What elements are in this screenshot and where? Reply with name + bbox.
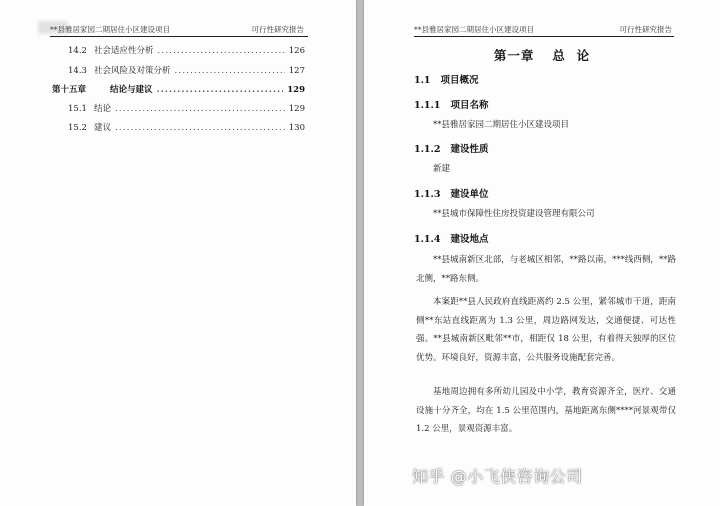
toc-entry[interactable] xyxy=(52,44,305,56)
surroundings-paragraph: 基地周边拥有多所幼儿园及中小学，教育资源齐全，医疗、交通设施十分齐全，均在 1.5 公里范围内，基地距离东侧****河景观带仅 1.2 公里，景观资源丰富。 xyxy=(416,387,676,434)
subsection-number: 1.1.4 xyxy=(414,234,441,245)
left-header-report-type: 可行性研究报告 xyxy=(251,25,304,34)
construction-unit-text: **县城市保障性住房投资建设管理有限公司 xyxy=(433,209,595,219)
subsection-title: 建设地点 xyxy=(450,234,489,245)
construction-nature-text: 新建 xyxy=(433,164,451,174)
toc-leader-dots xyxy=(175,66,285,76)
chapter-number: 第一章 xyxy=(493,48,535,63)
toc-entry[interactable] xyxy=(52,121,305,133)
toc-entry-title: 社会适应性分析 xyxy=(94,46,154,56)
toc-entry-number: 14.2 xyxy=(68,46,87,56)
toc-leader-dots xyxy=(115,104,285,114)
subsection-heading xyxy=(414,141,488,155)
toc-leader-dots xyxy=(157,85,284,95)
right-header-rule xyxy=(414,36,674,37)
subsection-title: 项目名称 xyxy=(450,100,489,111)
subsection-title: 建设性质 xyxy=(450,144,489,155)
distance-paragraph: 本案距**县人民政府直线距离约 2.5 公里，紧邻城市干道，距南侧**东站直线距离为 1.3 公里，周边路网发达，交通便捷、可达性强。**县城南新区毗邻**市，相距仅 18 公里，有着得天独厚的区位优势。环境良好，资源丰富，公共服务设施配套完善。 xyxy=(416,297,676,363)
section-title: 项目概况 xyxy=(440,75,479,86)
toc-entry-number: 15.1 xyxy=(68,104,87,114)
left-document-page xyxy=(0,0,356,506)
toc-leader-dots xyxy=(115,123,285,133)
source-watermark: 知乎 @小飞侠咨询公司 xyxy=(412,467,583,486)
toc-entry-page: 129 xyxy=(287,85,305,95)
toc-entry-title: 结论 xyxy=(94,104,112,114)
toc-entry-title: 社会风险及对策分析 xyxy=(94,66,171,76)
toc-entry-title: 建议 xyxy=(94,123,112,133)
toc-entry-number: 第十五章 xyxy=(52,85,87,95)
subsection-title: 建设单位 xyxy=(450,189,489,200)
right-header-report-type: 可行性研究报告 xyxy=(619,25,672,34)
subsection-heading xyxy=(414,97,488,111)
chapter-title: 总 论 xyxy=(552,48,591,63)
right-header-title: **县雅居家园二期居住小区建设项目 xyxy=(414,25,534,34)
toc-entry-title: 结论与建议 xyxy=(110,85,153,95)
toc-entry-page: 130 xyxy=(288,123,305,133)
toc-entry-number: 15.2 xyxy=(68,123,87,133)
location-paragraph: **县城南新区北部，与老城区相邻，**路以南，***线西侧，**路北侧，**路东侧。 xyxy=(416,255,676,284)
section-heading xyxy=(414,72,479,86)
subsection-heading xyxy=(414,186,488,200)
subsection-number: 1.1.2 xyxy=(414,144,441,155)
toc-entry[interactable] xyxy=(52,102,305,114)
subsection-heading xyxy=(414,231,488,245)
left-header-title: **县雅居家园二期居住小区建设项目 xyxy=(50,25,170,34)
toc-entry-page: 126 xyxy=(288,46,305,56)
project-name-text: **县雅居家园二期居住小区建设项目 xyxy=(433,120,570,130)
toc-entry[interactable] xyxy=(52,64,305,76)
toc-chapter-entry[interactable] xyxy=(52,83,305,95)
toc-leader-dots xyxy=(158,46,285,56)
section-number: 1.1 xyxy=(414,75,431,86)
toc-entry-number: 14.3 xyxy=(68,66,87,76)
toc-entry-page: 129 xyxy=(288,104,305,114)
subsection-number: 1.1.1 xyxy=(414,100,441,111)
subsection-number: 1.1.3 xyxy=(414,189,441,200)
toc-entry-page: 127 xyxy=(288,66,305,76)
chapter-heading xyxy=(364,46,720,64)
right-document-page xyxy=(364,0,720,506)
left-header-rule xyxy=(50,36,308,37)
